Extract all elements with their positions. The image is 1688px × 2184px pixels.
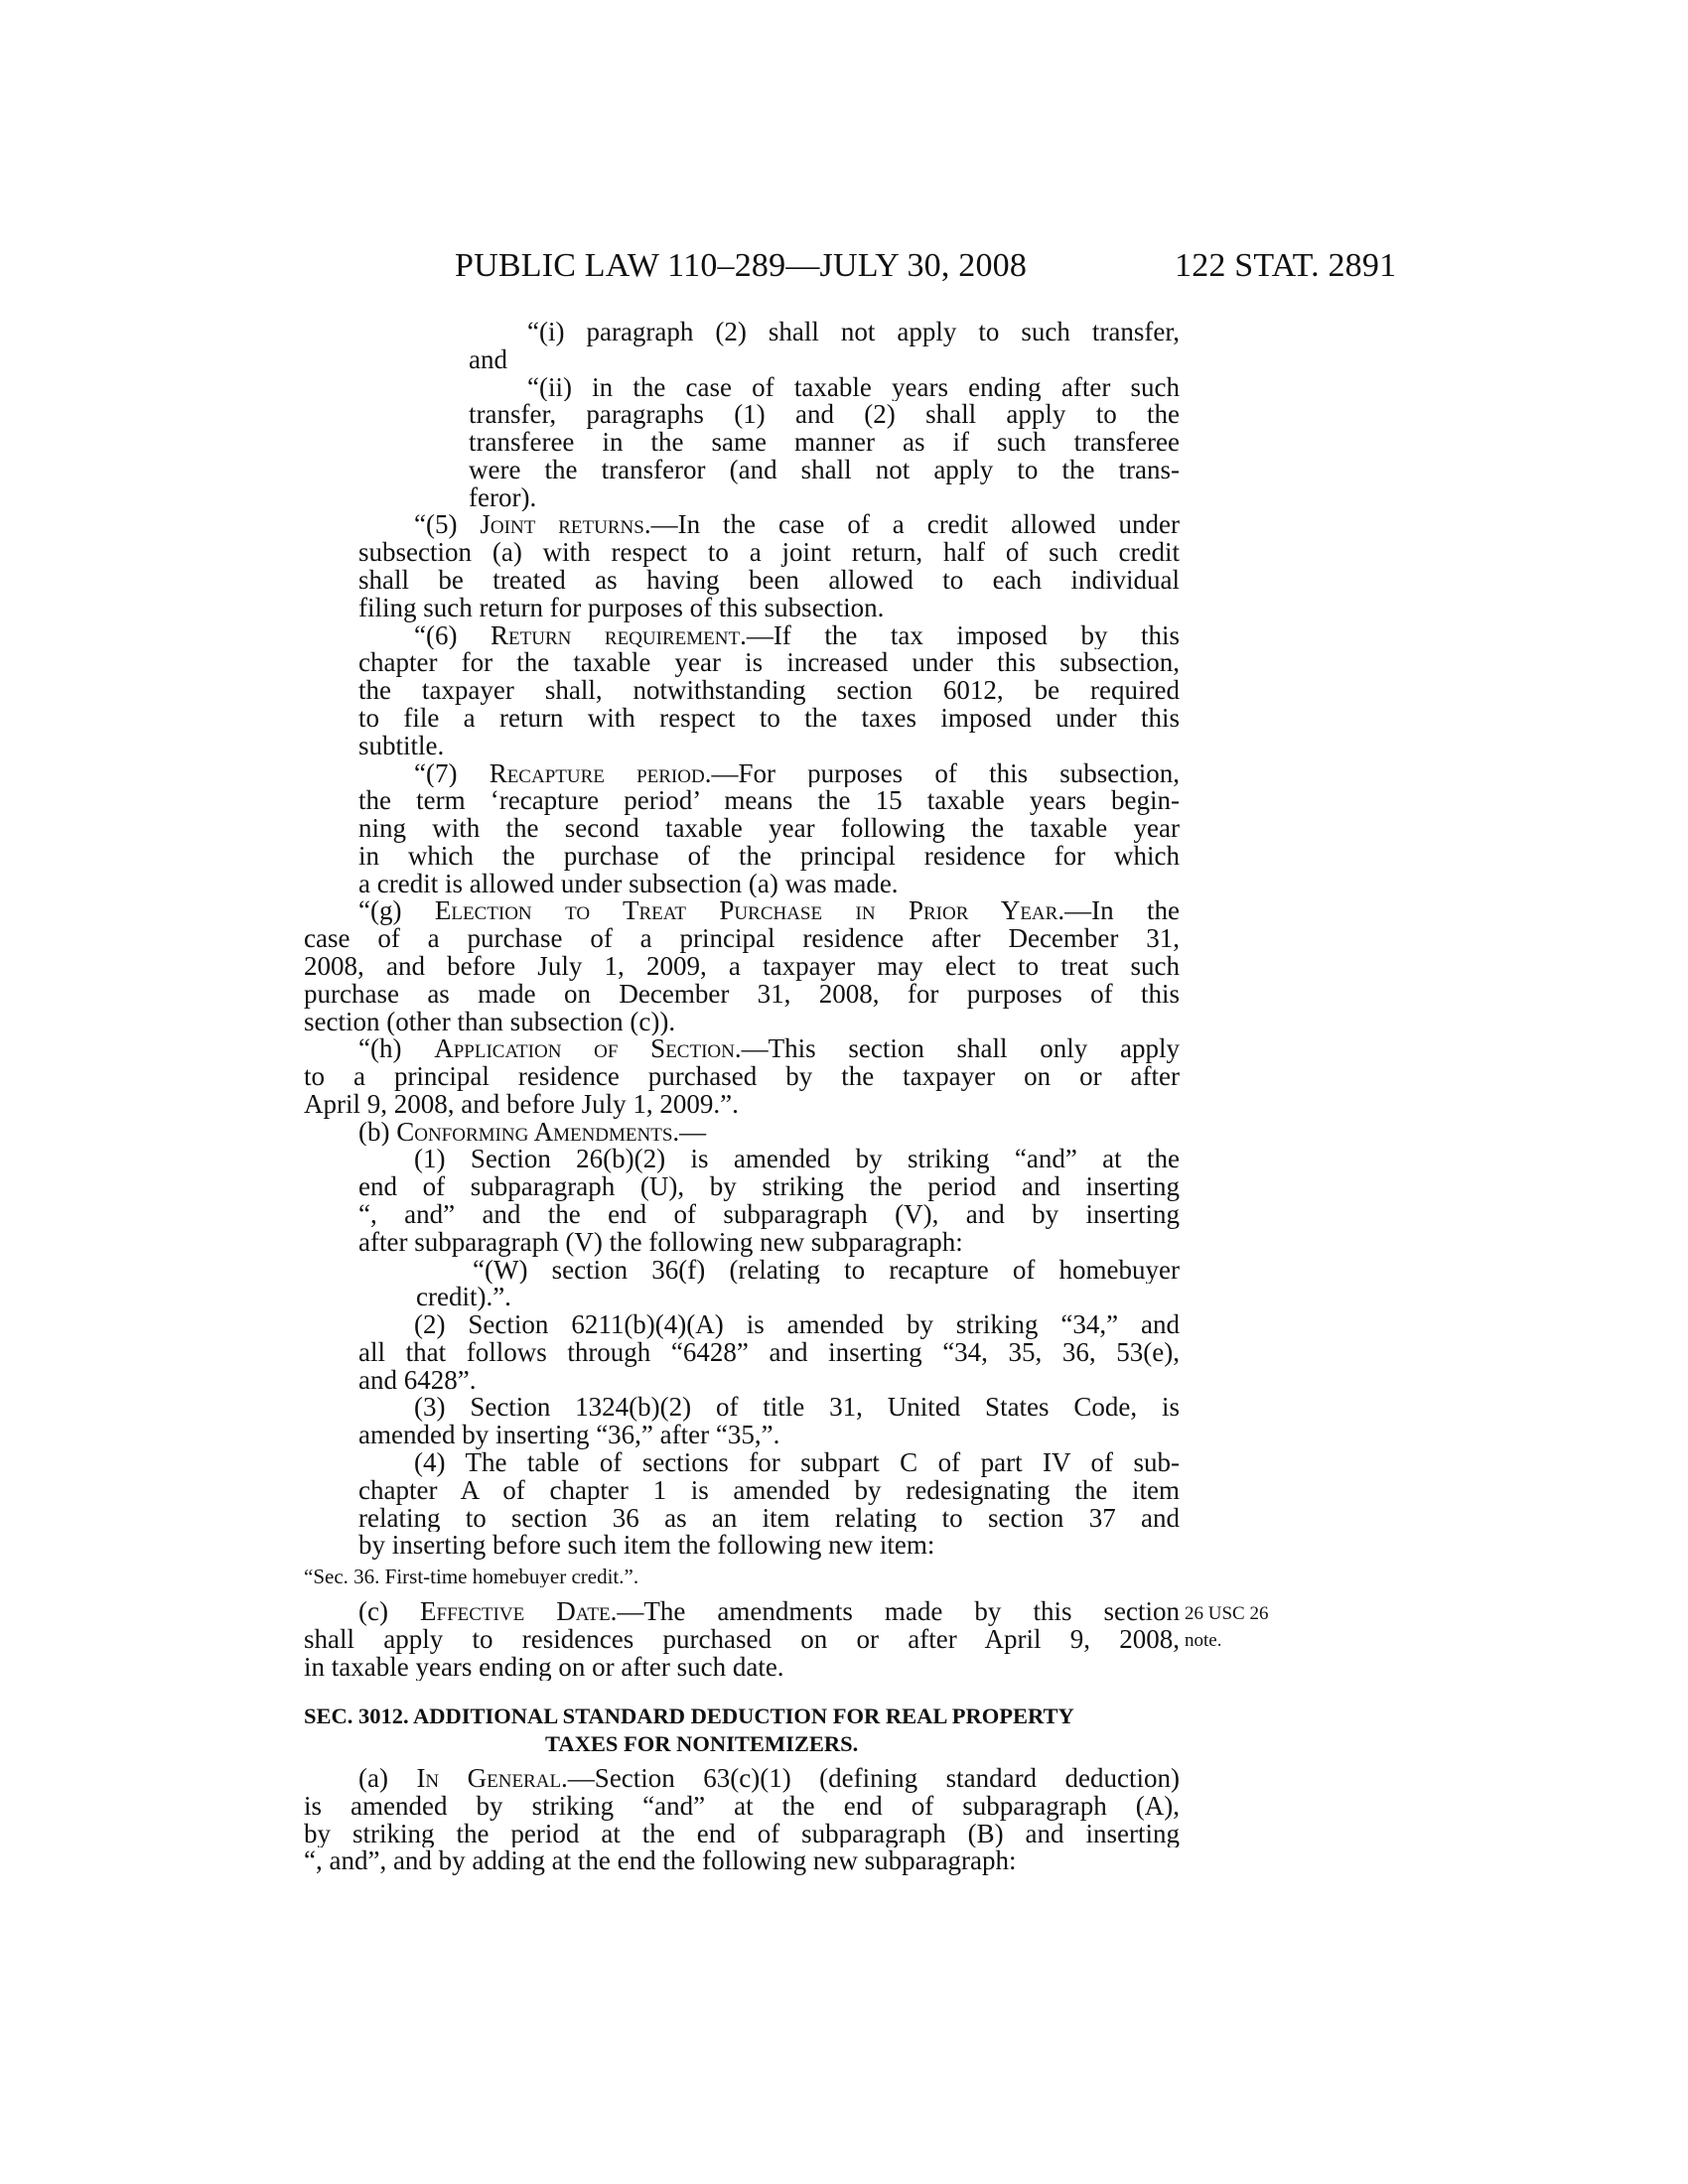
text-line: and 6428”. — [358, 1366, 477, 1395]
paragraph-heading: Recapture period — [489, 759, 705, 788]
text-line: in taxable years ending on or after such date. — [304, 1653, 784, 1682]
text-line: feror). — [469, 483, 537, 512]
text-line: chapter for the taxable year is increased under this subsection, — [358, 649, 1180, 678]
text-line — [0, 897, 1180, 925]
text-line: credit).”. — [416, 1284, 511, 1312]
text-span: “(5) — [414, 511, 481, 540]
text-span: .—If the tax imposed by this — [740, 621, 1180, 650]
text-line: the term ‘recapture period’ means the 15 taxable years begin- — [358, 787, 1180, 816]
running-header-page: 122 STAT. 2891 — [1175, 247, 1397, 284]
text-span: .— — [672, 1118, 707, 1147]
paragraph-heading: Effective Date — [420, 1598, 611, 1626]
text-line: end of subparagraph (U), by striking the period and inserting — [358, 1173, 1180, 1201]
text-span: .—This section shall only apply — [734, 1035, 1180, 1064]
paragraph-heading: Conforming Amendments — [396, 1118, 673, 1147]
running-header-title: PUBLIC LAW 110–289—JULY 30, 2008 — [455, 247, 1028, 284]
text-line — [0, 1035, 1180, 1063]
text-line: all that follows through “6428” and inserting “34, 35, 36, 53(e), — [358, 1338, 1180, 1367]
text-line: the taxpayer shall, notwithstanding section 6012, be required — [358, 677, 1180, 705]
text-span: (c) — [358, 1598, 421, 1626]
text-line: (2) Section 6211(b)(4)(A) is amended by striking “34,” and — [414, 1311, 1180, 1339]
text-line: ning with the second taxable year following the taxable year — [358, 815, 1180, 843]
text-span: “(g) — [358, 897, 435, 926]
text-line: chapter A of chapter 1 is amended by redesignating the item — [358, 1476, 1180, 1505]
paragraph-heading: Joint returns — [480, 511, 644, 540]
text-line: “, and” and the end of subparagraph (V), and by inserting — [358, 1201, 1180, 1229]
text-line: 2008, and before July 1, 2009, a taxpayer may elect to treat such — [304, 952, 1180, 981]
margin-citation-line: note. — [1185, 1630, 1222, 1651]
text-line: shall apply to residences purchased on or after April 9, 2008, — [304, 1625, 1180, 1654]
section-heading — [0, 1703, 1180, 1758]
text-line: subtitle. — [358, 732, 445, 760]
text-line: amended by inserting “36,” after “35,”. — [358, 1422, 780, 1450]
text-line: “, and”, and by adding at the end the following new subparagraph: — [304, 1847, 1017, 1876]
text-line: “Sec. 36. First-time homebuyer credit.”. — [304, 1566, 639, 1587]
text-span: “(h) — [358, 1035, 435, 1064]
text-span: .—Section 63(c)(1) (defining standard deduction) — [561, 1765, 1180, 1793]
text-span: “(6) — [414, 621, 492, 650]
text-span: “(7) — [414, 759, 490, 788]
text-line — [0, 760, 1180, 788]
text-span: .—The amendments made by this section — [610, 1598, 1180, 1626]
text-line: by striking the period at the end of subparagraph (B) and inserting — [304, 1820, 1180, 1848]
effective-date-paragraph — [0, 1598, 1180, 1681]
text-line: is amended by striking “and” at the end of subparagraph (A), — [304, 1792, 1180, 1821]
statute-text-block — [0, 319, 1180, 1560]
text-line: and — [469, 345, 507, 374]
text-line — [0, 511, 1180, 539]
text-line — [0, 1119, 1180, 1147]
text-line: section (other than subsection (c)). — [304, 1008, 676, 1036]
text-line — [0, 1765, 1180, 1793]
text-span: .—For purposes of this subsection, — [704, 759, 1180, 788]
text-line: (1) Section 26(b)(2) is amended by striking “and” at the — [414, 1146, 1180, 1174]
in-general-paragraph — [0, 1765, 1180, 1875]
text-line: “(ii) in the case of taxable years ending after such — [527, 373, 1180, 402]
text-line: April 9, 2008, and before July 1, 2009.”. — [304, 1090, 739, 1119]
text-line: (3) Section 1324(b)(2) of title 31, United States Code, is — [414, 1394, 1180, 1423]
text-line: by inserting before such item the following new item: — [358, 1532, 935, 1561]
text-line — [0, 622, 1180, 650]
text-span: (a) — [358, 1765, 417, 1793]
table-of-sections-item — [0, 1566, 1180, 1587]
text-line: transfer, paragraphs (1) and (2) shall apply to the — [469, 401, 1180, 430]
text-line: (4) The table of sections for subpart C of part IV of sub- — [414, 1449, 1180, 1477]
paragraph-heading: Election to Treat Purchase in Prior Year — [434, 897, 1058, 926]
text-line: shall be treated as having been allowed to each individual — [358, 567, 1180, 595]
paragraph-heading: Return requirement — [491, 621, 741, 650]
paragraph-heading: In General — [416, 1765, 562, 1793]
text-span: .—In the case of a credit allowed under — [643, 511, 1180, 540]
text-line: in which the purchase of the principal residence for which — [358, 842, 1180, 871]
text-line: “(i) paragraph (2) shall not apply to such transfer, — [527, 319, 1180, 346]
text-line: purchase as made on December 31, 2008, for purposes of this — [304, 980, 1180, 1009]
text-line: transferee in the same manner as if such transferee — [469, 429, 1180, 457]
text-line: TAXES FOR NONITEMIZERS. — [545, 1730, 859, 1756]
text-line: subsection (a) with respect to a joint return, half of such credit — [358, 539, 1180, 568]
text-line: to a principal residence purchased by the taxpayer on or after — [304, 1063, 1180, 1091]
text-span: (b) — [358, 1118, 397, 1147]
text-line: to file a return with respect to the taxes imposed under this — [358, 704, 1180, 733]
text-span: .—In the — [1057, 897, 1180, 926]
margin-citation-line: 26 USC 26 — [1185, 1603, 1269, 1624]
text-line: filing such return for purposes of this subsection. — [358, 594, 885, 622]
text-line: case of a purchase of a principal residence after December 31, — [304, 925, 1180, 953]
text-line: “(W) section 36(f) (relating to recapture of homebuyer — [473, 1256, 1180, 1285]
text-line: SEC. 3012. ADDITIONAL STANDARD DEDUCTION FOR REAL PROPERTY — [304, 1704, 1074, 1728]
text-line — [0, 1598, 1180, 1626]
text-line: relating to section 36 as an item relating to section 37 and — [358, 1504, 1180, 1533]
margin-citation — [1185, 1600, 1268, 1654]
text-line: were the transferor (and shall not apply to the trans- — [469, 456, 1180, 484]
text-line: a credit is allowed under subsection (a) was made. — [358, 870, 899, 898]
paragraph-heading: Application of Section — [434, 1035, 735, 1064]
text-line: after subparagraph (V) the following new subparagraph: — [358, 1228, 963, 1257]
